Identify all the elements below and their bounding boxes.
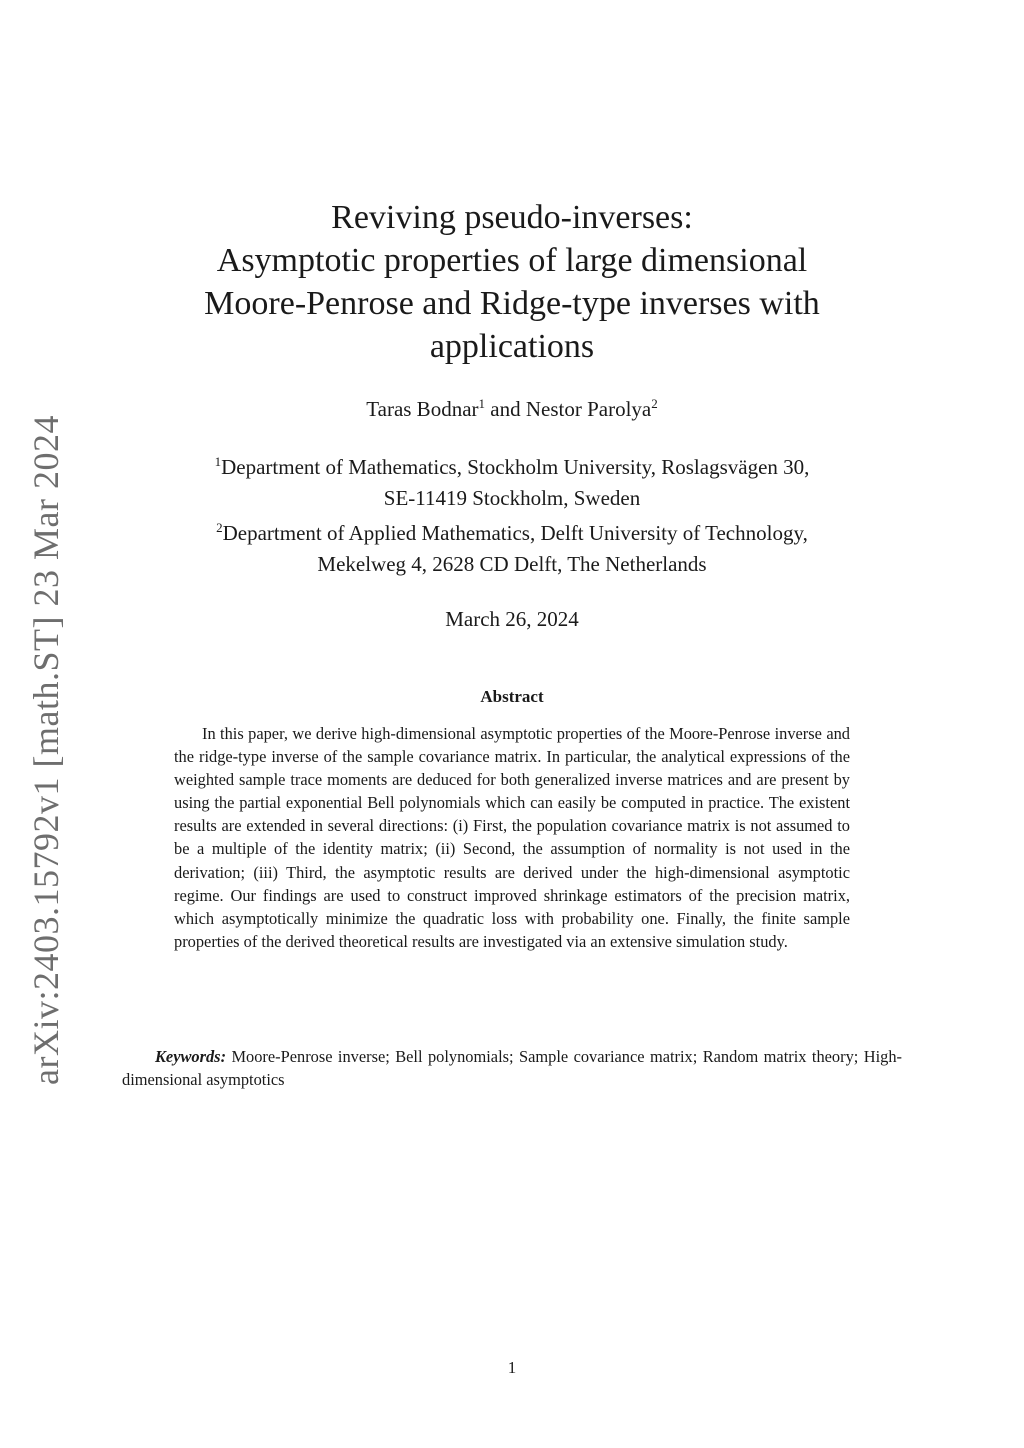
abstract-text: In this paper, we derive high-dimensional asymptotic properties of the Moore-Penrose inverse and the ridge-type inverse of the sample covariance matrix. In particular, the analytical expressions of the weighted sample trace moments are deduced for both generalized inverse matrices and are present by using the partial exponential Bell polynomials which can easily be computed in practice. The existent results are extended in several directions: (i) First, the population covariance matrix is not assumed to be a multiple of the identity matrix; (ii) Second, the assumption of normality is not used in the derivation; (iii) Third, the asymptotic results are derived under the high-dimensional asymptotic regime. Our findings are used to construct improved shrinkage estimators of the precision matrix, which asymptotically minimize the quadratic loss with probability one. Finally, the finite sample properties of the derived theoretical results are investigated via an extensive simulation study. xyxy=(174,724,850,951)
keywords-text: Moore-Penrose inverse; Bell polynomials; Sample covariance matrix; Random matrix theory; High-dimensional asymptotics xyxy=(122,1047,902,1089)
title-line-3: Moore-Penrose and Ridge-type inverses with xyxy=(204,285,820,322)
publication-date: March 26, 2024 xyxy=(445,607,579,631)
keywords-label: Keywords: xyxy=(155,1047,227,1066)
affiliation-2-line-1 xyxy=(0,513,1024,549)
arxiv-identifier-stamp: arXiv:2403.15792v1 [math.ST] 23 Mar 2024 xyxy=(26,415,66,1085)
title-line-1: Reviving pseudo-inverses: xyxy=(331,199,693,236)
abstract-heading: Abstract xyxy=(480,687,544,706)
author-name-1: Taras Bodnar xyxy=(366,397,479,421)
title-line-4: applications xyxy=(429,328,595,365)
affiliation-1-text: Department of Mathematics, Stockholm University, Roslagsvägen 30, xyxy=(221,455,810,479)
affiliation-1-line-2: SE-11419 Stockholm, Sweden xyxy=(383,485,641,510)
affiliation-1-mark: 1 xyxy=(214,454,222,469)
author-affiliation-mark-1: 1 xyxy=(478,396,486,411)
author-affiliation-mark-2: 2 xyxy=(651,396,658,411)
affiliation-1-line-1 xyxy=(0,447,1024,483)
affiliations xyxy=(0,447,1024,579)
affiliation-2-line-2: Mekelweg 4, 2628 CD Delft, The Netherlands xyxy=(317,551,707,576)
title-line-2: Asymptotic properties of large dimensional xyxy=(216,242,808,279)
paper-title xyxy=(0,196,1024,368)
author-connector: and xyxy=(485,397,526,421)
keywords xyxy=(122,1045,902,1091)
author-name-2: Nestor Parolya xyxy=(525,397,652,421)
page-number: 1 xyxy=(507,1358,517,1377)
affiliation-2-text: Department of Applied Mathematics, Delft University of Technology, xyxy=(222,521,808,545)
affiliation-2-mark: 2 xyxy=(216,520,223,535)
author-list xyxy=(0,396,1024,422)
